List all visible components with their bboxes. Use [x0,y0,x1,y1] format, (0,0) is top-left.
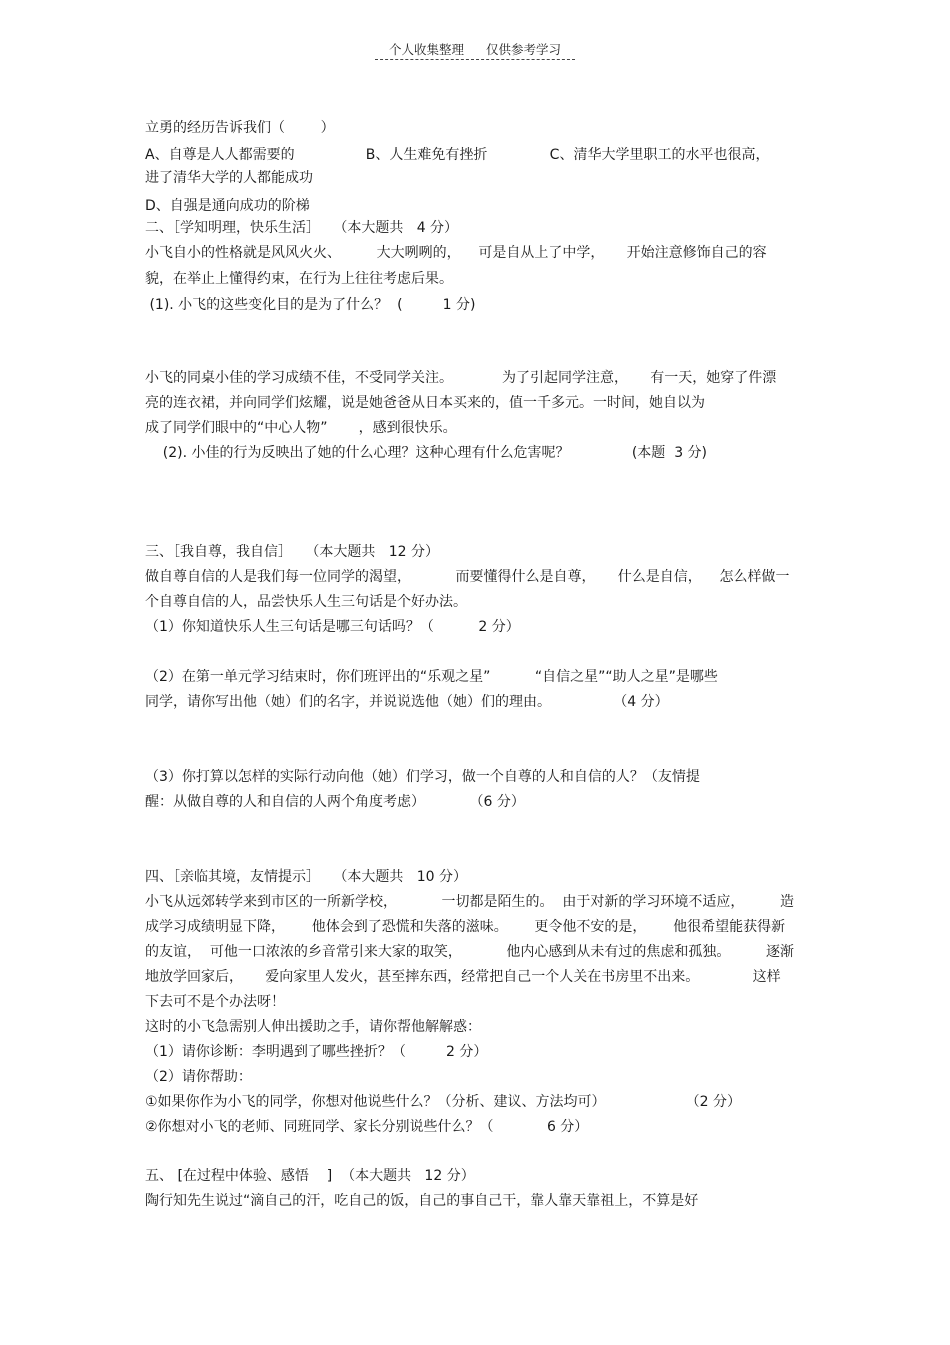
section-2-heading: 二、［学知明理，快乐生活］ （本大题共 4 分） [145,220,459,236]
section-3-question-2b: 同学，请你写出他（她）们的名字，并说说选他（她）们的理由。 （4 分） [145,694,669,710]
options-abc: A、自尊是人人都需要的 B、人生难免有挫折 C、清华大学里职工的水平也很高， [145,147,770,163]
section-4-heading: 四、［亲临其境，友情提示］ （本大题共 10 分） [145,869,467,885]
header-left-text: 个人收集整理 [388,42,464,57]
section-4-text-1: 小飞从远郊转学来到市区的一所新学校， 一切都是陌生的。 由于对新的学习环境不适应， 造 [145,894,795,910]
section-5-text-1: 陶行知先生说过“滴自己的汗，吃自己的饭，自己的事自己干，靠人靠天靠祖上，不算是好 [145,1193,699,1209]
section-4-text-2: 成学习成绩明显下降， 他体会到了恐慌和失落的滋味。 更令他不安的是， 他很希望能获得新 [145,919,786,935]
section-4-text-4: 地放学回家后， 爱向家里人发火，甚至摔东西，经常把自己一个人关在书房里不出来。 这样 [145,969,781,985]
section-4-text-5: 下去可不是个办法呀！ [145,994,285,1010]
section-2-question-1: (1). 小飞的这些变化目的是为了什么？ ( 1 分) [145,297,476,313]
section-4-text-6: 这时的小飞急需别人伸出援助之手，请你帮他解解惑： [145,1019,481,1035]
section-3-question-2a: （2）在第一单元学习结束时，你们班评出的“乐观之星” “自信之星”“助人之星”是哪些 [145,669,718,685]
header-line [375,40,575,60]
header-right-text: 仅供参考学习 [486,42,562,57]
section-2-text-2: 貌，在举止上懂得约束，在行为上往往考虑后果。 [145,271,453,287]
section-4-question-2: （2）请你帮助： [145,1069,252,1085]
section-4-text-3: 的友谊， 可他一口浓浓的乡音常引来大家的取笑， 他内心感到从未有过的焦虑和孤独。 逐渐 [145,944,795,960]
section-2-text-3: 小飞的同桌小佳的学习成绩不佳，不受同学关注。 为了引起同学注意， 有一天，她穿了件漂 [145,370,777,386]
section-3-question-3b: 醒：从做自尊的人和自信的人两个角度考虑） （6 分） [145,794,525,810]
section-3-text-1: 做自尊自信的人是我们每一位同学的渴望， 而要懂得什么是自尊， 什么是自信， 怎么样做一 [145,569,790,585]
question-stem: 立勇的经历告诉我们（ ） [145,120,335,136]
section-5-heading: 五、 [在过程中体验、感悟 ] （本大题共 12 分） [145,1168,475,1184]
section-2-question-2: (2). 小佳的行为反映出了她的什么心理？这种心理有什么危害呢？ (本题 3 分) [145,445,708,461]
section-2-text-1: 小飞自小的性格就是风风火火、 大大咧咧的， 可是自从上了中学， 开始注意修饰自己的容 [145,245,767,261]
section-3-question-1: （1）你知道快乐人生三句话是哪三句话吗？（ 2 分） [145,619,520,635]
section-2-text-5: 成了同学们眼中的“中心人物” ，感到很快乐。 [145,420,457,436]
section-3-text-2: 个自尊自信的人，品尝快乐人生三句话是个好办法。 [145,594,467,610]
section-3-heading: 三、［我自尊，我自信］ （本大题共 12 分） [145,544,439,560]
section-4-question-2a: ①如果你作为小飞的同学，你想对他说些什么？（分析、建议、方法均可） （2 分） [145,1094,742,1110]
section-3-question-3a: （3）你打算以怎样的实际行动向他（她）们学习，做一个自尊的人和自信的人？（友情提 [145,769,700,785]
section-4-question-1: （1）请你诊断：李明遇到了哪些挫折？（ 2 分） [145,1044,488,1060]
option-d: D、自强是通向成功的阶梯 [145,198,310,214]
option-c-continued: 进了清华大学的人都能成功 [145,170,313,186]
section-4-question-2b: ②你想对小飞的老师、同班同学、家长分别说些什么？（ 6 分） [145,1119,589,1135]
page-header [0,40,950,60]
section-2-text-4: 亮的连衣裙，并向同学们炫耀，说是她爸爸从日本买来的，值一千多元。一时间，她自以为 [145,395,705,411]
